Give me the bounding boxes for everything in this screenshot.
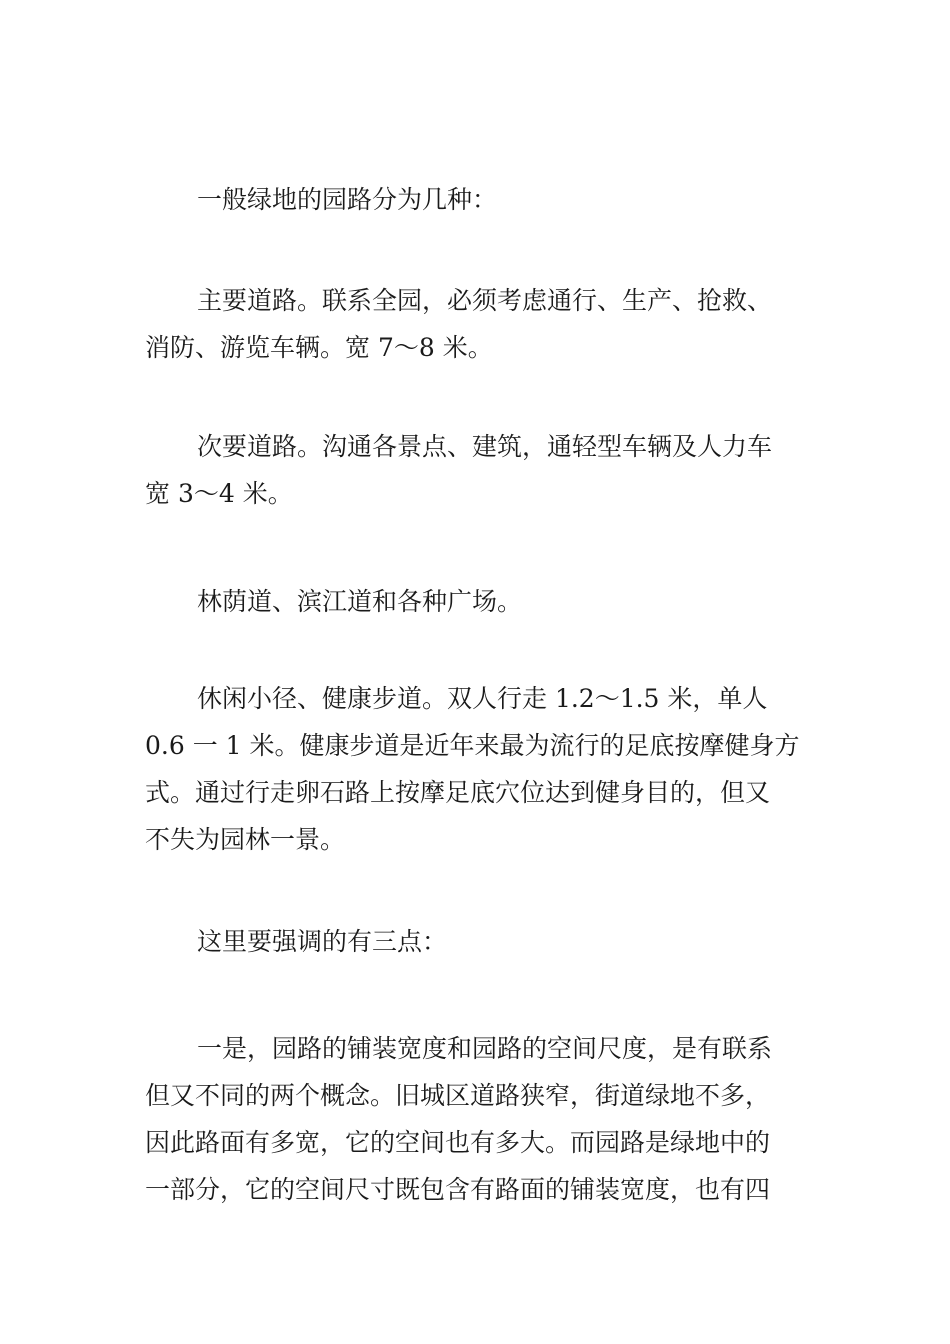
- text-line: 不失为园林一景。: [145, 825, 346, 854]
- text-line: 这里要强调的有三点：: [197, 927, 448, 956]
- text-line: 休闲小径、健康步道。双人行走 1.2～1.5 米，单人: [197, 684, 768, 713]
- text-line: 消防、游览车辆。宽 7～8 米。: [145, 333, 493, 362]
- paragraph-boulevards: [145, 578, 810, 625]
- text-line: 次要道路。沟通各景点、建筑，通轻型车辆及人力车: [197, 432, 773, 461]
- paragraph-secondary-roads: [145, 423, 810, 517]
- paragraph-road-types-intro: [145, 176, 810, 223]
- text-line: 林荫道、滨江道和各种广场。: [197, 587, 523, 616]
- paragraph-three-points: [145, 918, 810, 965]
- text-line: 主要道路。联系全园，必须考虑通行、生产、抢救、: [197, 286, 773, 315]
- text-line: 式。通过行走卵石路上按摩足底穴位达到健身目的，但又: [145, 778, 771, 807]
- text-line: 宽 3～4 米。: [145, 479, 293, 508]
- text-line: 但又不同的两个概念。旧城区道路狭窄，街道绿地不多，: [145, 1081, 771, 1110]
- paragraph-main-roads: [145, 277, 810, 371]
- paragraph-point-one: [145, 1025, 810, 1213]
- paragraph-leisure-paths: [145, 675, 810, 863]
- text-line: 一般绿地的园路分为几种：: [197, 185, 498, 214]
- text-line: 一是，园路的铺装宽度和园路的空间尺度，是有联系: [197, 1034, 773, 1063]
- text-line: 因此路面有多宽，它的空间也有多大。而园路是绿地中的: [145, 1128, 771, 1157]
- text-line: 0.6 一 1 米。健康步道是近年来最为流行的足底按摩健身方: [145, 731, 800, 760]
- text-line: 一部分，它的空间尺寸既包含有路面的铺装宽度，也有四: [145, 1175, 771, 1204]
